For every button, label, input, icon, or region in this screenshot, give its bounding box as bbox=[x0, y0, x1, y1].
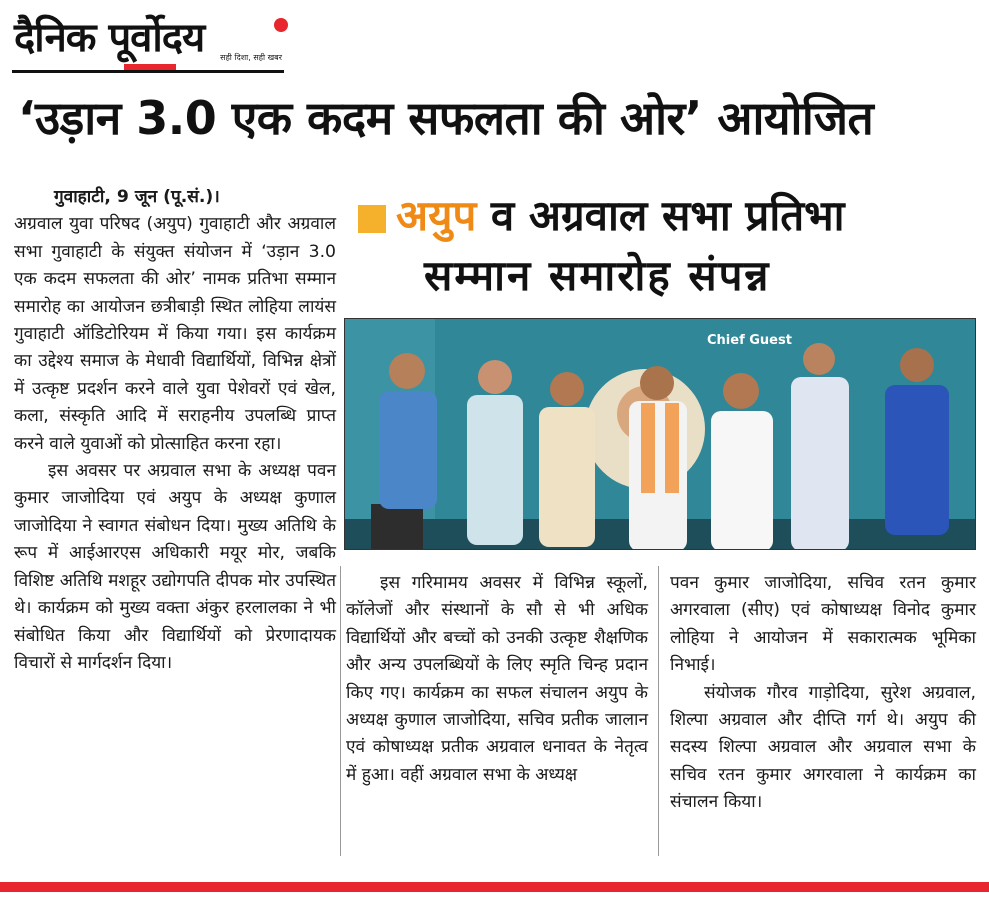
dateline: गुवाहाटी, 9 जून (पू.सं.)। bbox=[54, 187, 220, 207]
logo-dot-icon bbox=[274, 18, 288, 32]
subheadline-highlight: अयुप bbox=[396, 191, 477, 240]
paragraph: इस गरिमामय अवसर में विभिन्न स्कूलों, कॉलेजों और संस्थानों के सौ से भी अधिक विद्यार्थियों और बच्चों को उनकी उत्कृष्ट शैक्षणिक और अन्य उपलब्धियों के लिए स्मृति चिन्ह प्रदान किए गए। कार्यक्रम का सफल संचालन अयुप के अध्यक्ष कुणाल जाजोदिया, सचिव प्रतीक जालान एवं कोषाध्यक्ष प्रतीक अग्रवाल धनावत के नेतृत्व में हुआ। वहीं अग्रवाल सभा के अध्यक्ष bbox=[346, 573, 648, 785]
masthead-rule bbox=[12, 70, 284, 73]
masthead bbox=[12, 6, 284, 72]
event-photo bbox=[344, 318, 976, 550]
footer-red-bar bbox=[0, 882, 989, 892]
square-bullet-icon bbox=[358, 205, 386, 233]
article-column-3 bbox=[670, 570, 976, 817]
newspaper-name: दैनिक पूर्वोदय bbox=[14, 15, 205, 61]
column-divider bbox=[340, 566, 341, 856]
group-photo-illustration bbox=[345, 319, 976, 550]
paragraph: संयोजक गौरव गाड़ोदिया, सुरेश अग्रवाल, शिल्पा अग्रवाल और दीप्ति गर्ग थे। अयुप की सदस्य शिल्पा अग्रवाल और अग्रवाल सभा के सचिव रतन कुमार अगरवाला ने कार्यक्रम का संचालन किया। bbox=[670, 682, 976, 813]
paragraph: इस अवसर पर अग्रवाल सभा के अध्यक्ष पवन कुमार जाजोदिया एवं अयुप के अध्यक्ष कुणाल जाजोदिया ने स्वागत संबोधन दिया। मुख्य अतिथि के रूप में आईआरएस अधिकारी मयूर मोर, जबकि विशिष्ट अतिथि मशहूर उद्योगपति दीपक मोर उपस्थित थे। कार्यक्रम को मुख्य वक्ता अंकुर हरलालका ने भी संबोधित किया और विद्यार्थियों को प्रेरणादायक विचारों से मार्गदर्शन दिया। bbox=[14, 461, 336, 673]
headline: ‘उड़ान 3.0 एक कदम सफलता की ओर’ आयोजित bbox=[18, 91, 874, 145]
paragraph: अग्रवाल युवा परिषद (अयुप) गुवाहाटी और अग्रवाल सभा गुवाहाटी के संयुक्त संयोजन में ‘उड़ान 3.0 एक कदम सफलता की ओर’ नामक प्रतिभा सम्मान समारोह का आयोजन छत्रीबाड़ी स्थित लोहिया लायंस गुवाहाटी ऑडिटोरियम में किया गया। इस कार्यक्रम का उद्देश्य समाज के मेधावी विद्यार्थियों, विभिन्न क्षेत्रों में उत्कृष्ट प्रदर्शन करने वाले युवा पेशेवरों एवं खेल, कला, संस्कृति आदि में सराहनीय उपलब्धि प्राप्त करने वाले युवाओं को प्रोत्साहित करना रहा। bbox=[14, 214, 336, 454]
subheadline-line1 bbox=[358, 186, 845, 243]
newspaper-tagline: सही दिशा, सही खबर bbox=[220, 53, 282, 62]
subheadline-line2: सम्मान समारोह संपन्न bbox=[424, 251, 771, 300]
article-column-2 bbox=[346, 570, 648, 789]
article-column-1 bbox=[14, 184, 336, 677]
paragraph: पवन कुमार जाजोदिया, सचिव रतन कुमार अगरवाला (सीए) एवं कोषाध्यक्ष विनोद कुमार लोहिया ने आयोजन में सकारात्मक भूमिका निभाई। bbox=[670, 573, 976, 676]
subheadline-rest: व अग्रवाल सभा प्रतिभा bbox=[476, 191, 845, 240]
photo-banner-text: Chief Guest bbox=[707, 333, 792, 348]
column-divider bbox=[658, 566, 659, 856]
